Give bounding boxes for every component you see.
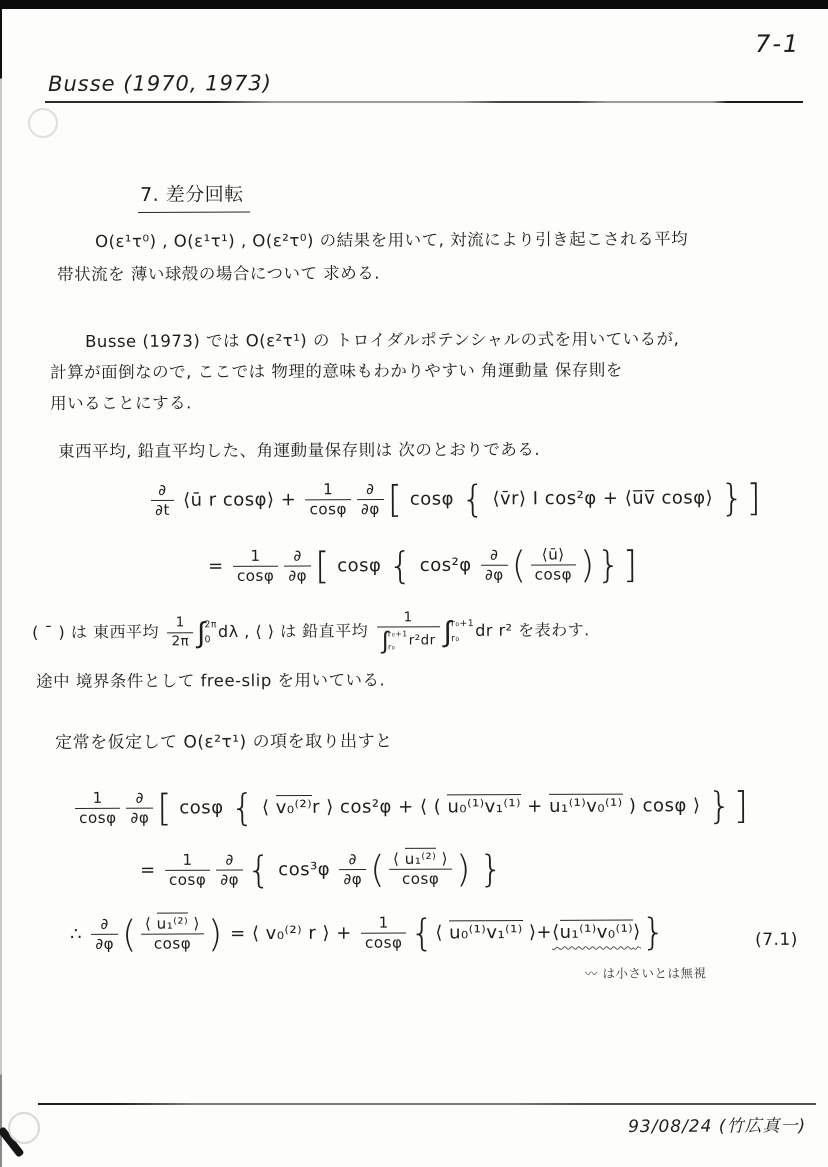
scan-edge-top — [0, 0, 828, 9]
paragraph-4-line-2: 途中 境界条件として free-slip を用いている. — [36, 670, 386, 691]
equation-number: (7.1) — [755, 929, 799, 950]
equation-steady-line-1: $\frac{1}{\cos\varphi}$ $\frac{\partial}{\partial\varphi}$ [ cosφ { ⟨ v₀⁽²⁾r ⟩ cos²φ + ⟨ ( u₀⁽¹⁾v₁⁽¹⁾ + u₁⁽¹⁾v₀⁽¹⁾ ) cosφ ⟩ }] — [72, 787, 750, 828]
paragraph-2-line-1: Busse (1973) では O(ε²τ¹) の トロイダルポテンシャルの式を用いているが, — [85, 329, 680, 351]
date-signature: 93/08/24 (竹広真一) — [627, 1116, 807, 1137]
equation-steady-line-2: = $\frac{1}{\cos\varphi}$ $\frac{\partial}{\partial\varphi}$ { cos³φ $\frac{\partial}{\partial\varphi}$ ( $\frac{\text{⟨ u₁⁽²⁾ ⟩}}{\cos\varphi}$ ) } — [140, 847, 504, 892]
footer-rule — [38, 1103, 816, 1105]
section-heading: 7. 差分回転 — [138, 180, 250, 213]
reference-title: Busse (1970, 1973) — [48, 71, 272, 96]
paragraph-2-line-2: 計算が面倒なので, ここでは 物理的意味もわかりやすい 角運動量 保存則を — [50, 360, 623, 382]
paragraph-3: 東西平均, 鉛直平均した、角運動量保存則は 次のとおりである. — [58, 439, 541, 461]
equation-annotation: 〰 は小さいとは無視 — [585, 965, 707, 981]
punch-hole-bottom — [8, 1112, 40, 1144]
page-number: 7-1 — [754, 29, 801, 58]
scan-edge-left — [0, 9, 2, 1167]
title-underline — [45, 101, 803, 103]
paragraph-5: 定常を仮定して O(ε²τ¹) の項を取り出すと — [55, 731, 393, 753]
paragraph-1-line-2: 帯状流を 薄い球殻の場合について 求める. — [57, 263, 381, 284]
equation-7-1: ∴ $\frac{\partial}{\partial\varphi}$ ( $\frac{\text{⟨ u₁⁽²⁾ ⟩}}{\cos\varphi}$ ) = ⟨ v₀⁽²⁾ r ⟩ + $\frac{1}{\cos\varphi}$ {⟨ u₀⁽¹⁾v₁⁽¹⁾ ⟩+⟨u₁⁽¹⁾v₀⁽¹⁾⟩} — [70, 910, 666, 957]
paragraph-1-line-1: O(ε¹τ⁰) , O(ε¹τ¹) , O(ε²τ⁰) の結果を用いて, 対流により引き起こされる平均 — [95, 229, 689, 251]
equation-angular-momentum-line-1: $\frac{\partial}{\partial t}$ ⟨ū r cosφ⟩ + $\frac{1}{\cos\varphi}$ $\frac{\partial}{\partial\varphi}$ [ cosφ { ⟨v̄r⟩ I cos²φ + ⟨u̅v̅ cosφ⟩ }] — [148, 479, 762, 519]
punch-hole-top — [28, 108, 58, 138]
average-definitions-line: ( ¯ ) は 東西平均 $\frac{1}{2\pi}$ ∫ 2π 0 dλ , ⟨ ⟩ は 鉛直平均 1 ∫ r₀+1 r₀ r²dr ∫ r₀+1 r₀ dr r² を表わす. — [32, 610, 590, 655]
equation-angular-momentum-line-2: = $\frac{1}{\cos\varphi}$ $\frac{\partial}{\partial\varphi}$ [ cosφ { cos²φ $\frac{\partial}{\partial\varphi}$ ( $\frac{⟨ū⟩}{\cos\varphi}$ )}] — [208, 543, 638, 588]
paragraph-2-line-3: 用いることにする. — [50, 393, 192, 413]
